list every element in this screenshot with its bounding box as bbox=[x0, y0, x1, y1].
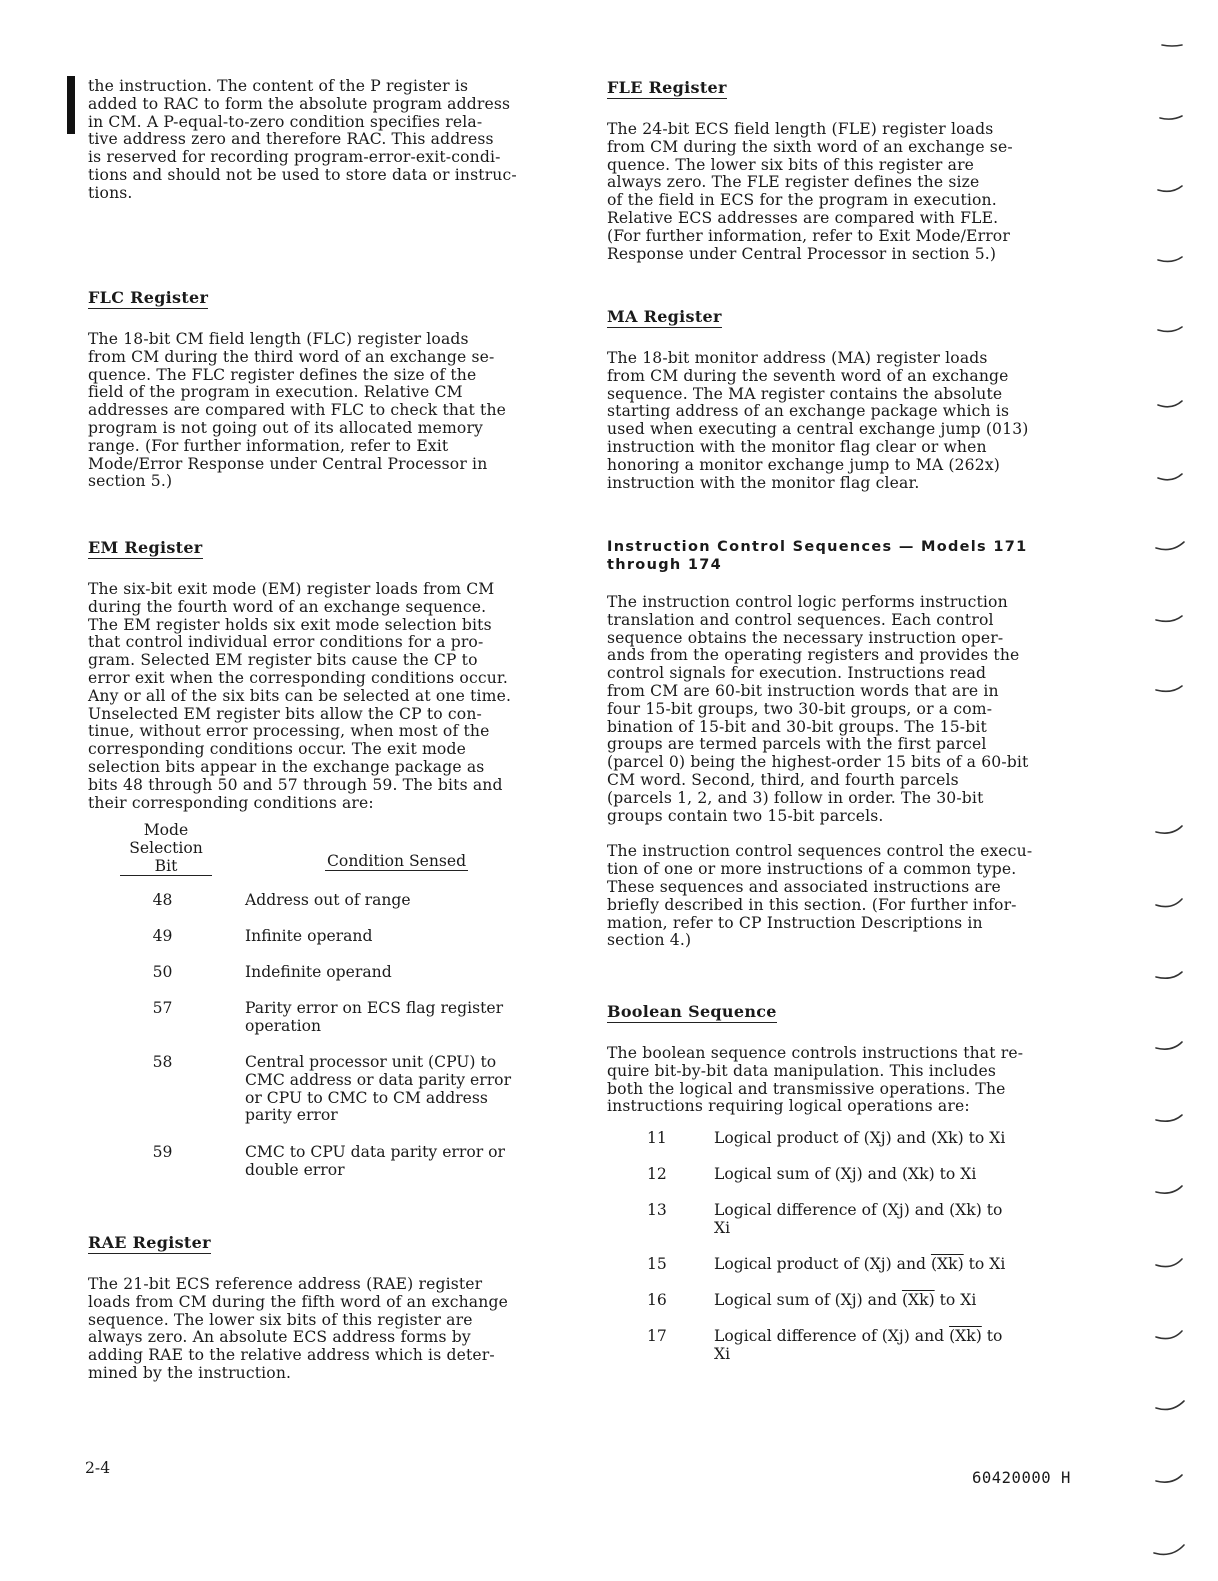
operand-complement: (Xk) bbox=[930, 1255, 964, 1273]
intro-paragraph: the instruction. The content of the P register is added to RAC to form the absolute program address in CM. A P-equal-to-zero condition specifies rela- tive address zero and therefore RAC. This address is reserved for recording program-error-exit-condi- tions and should not be used to store data or instruc- tions. bbox=[88, 77, 517, 202]
mode-bit: 50 bbox=[152, 963, 173, 981]
em-heading: EM Register bbox=[88, 538, 203, 557]
condition: Parity error on ECS flag register operation bbox=[245, 999, 504, 1035]
mode-table-header bbox=[120, 821, 570, 875]
instruction-description: Logical sum of (Xj) and (Xk) to Xi bbox=[714, 1291, 977, 1309]
mode-selection-table bbox=[120, 821, 570, 1179]
fle-section bbox=[607, 78, 1097, 263]
ics-heading: Instruction Control Sequences — Models 171 through 174 bbox=[607, 539, 1028, 573]
condition: Infinite operand bbox=[245, 927, 373, 945]
page-number: 2-4 bbox=[85, 1459, 111, 1477]
rae-section bbox=[88, 1233, 573, 1383]
condition: Central processor unit (CPU) to CMC address or data parity error or CPU to CMC to CM address parity error bbox=[245, 1053, 512, 1125]
mode-bit: 49 bbox=[152, 927, 173, 945]
condition: Indefinite operand bbox=[245, 963, 392, 981]
instruction-description: Logical difference of (Xj) and (Xk) to Xi bbox=[714, 1327, 1003, 1363]
operand-complement: (Xk) bbox=[949, 1327, 982, 1345]
flc-heading: FLC Register bbox=[88, 288, 209, 307]
ma-paragraph: The 18-bit monitor address (MA) register loads from CM during the seventh word of an exchange sequence. The MA register contains the absolute starting address of an exchange package which is used when executing a central exchange jump (013) instruction with the monitor flag clear or when honoring a monitor exchange jump to MA (262x) instruction with the monitor flag clear. bbox=[607, 349, 1029, 492]
instruction-description: Logical product of (Xj) and (Xk) to Xi bbox=[714, 1255, 1006, 1273]
rae-paragraph: The 21-bit ECS reference address (RAE) register loads from CM during the fifth word of an exchange sequence. The lower six bits of this register are always zero. An absolute ECS address forms by adding RAE to the relative address which is deter- mined by the instruction. bbox=[88, 1275, 508, 1382]
flc-paragraph: The 18-bit CM field length (FLC) register loads from CM during the third word of an exchange se- quence. The FLC register defines the size of the field of the program in execution. Relative CM addresses are compared with FLC to check that the program is not going out of its allocated memory range. (For further information, refer to Exit Mode/Error Response under Central Processor in section 5.) bbox=[88, 330, 507, 491]
operand-complement: (Xk) bbox=[901, 1291, 935, 1309]
mode-bit: 57 bbox=[152, 999, 173, 1017]
ma-heading: MA Register bbox=[607, 307, 722, 326]
instruction-code: 17 bbox=[647, 1327, 667, 1345]
condition: Address out of range bbox=[245, 891, 411, 909]
condition-header: Condition Sensed bbox=[327, 852, 467, 870]
instruction-code: 16 bbox=[647, 1291, 667, 1309]
boolean-heading: Boolean Sequence bbox=[607, 1002, 777, 1021]
boolean-paragraph: The boolean sequence controls instructions that re- quire bit-by-bit data manipulation. This includes both the logical and transmissive operations. The instructions requiring logical operations are: bbox=[607, 1044, 1024, 1116]
ma-section bbox=[607, 307, 1097, 492]
instruction-description: Logical product of (Xj) and (Xk) to Xi bbox=[714, 1129, 1006, 1147]
change-bar bbox=[67, 76, 75, 134]
em-paragraph: The six-bit exit mode (EM) register loads from CM during the fourth word of an exchange sequence. The EM register holds six exit mode selection bits that control individual error conditions for a pro- gram. Selected EM register bits cause the CP to error exit when the corresponding conditions occur. Any or all of the six bits can be selected at one time. Unselected EM register bits allow the CP to con- tinue, without error processing, when most of the corresponding conditions occur. The exit mode selection bits appear in the exchange package as bits 48 through 50 and 57 through 59. The bits and their corresponding conditions are: bbox=[88, 580, 512, 812]
fle-paragraph: The 24-bit ECS field length (FLE) register loads from CM during the sixth word of an exchange se- quence. The lower six bits of this register are always zero. The FLE register defines the size of the field in ECS for the program in execution. Relative ECS addresses are compared with FLE. (For further information, refer to Exit Mode/Error Response under Central Processor in section 5.) bbox=[607, 120, 1013, 263]
operand: (Xk) bbox=[949, 1201, 982, 1219]
mode-bit: 48 bbox=[152, 891, 173, 909]
document-number: 60420000 H bbox=[972, 1469, 1071, 1487]
instruction-code: 12 bbox=[647, 1165, 667, 1183]
instruction-description: Logical difference of (Xj) and (Xk) to Xi bbox=[714, 1201, 1003, 1237]
intro-section bbox=[88, 78, 573, 203]
binding-edge-marks bbox=[1150, 0, 1210, 1581]
ics-paragraph-1: The instruction control logic performs instruction translation and control sequences. Each control sequence obtains the necessary instruction oper- ands from the operating registers and provides the control signals for execution. Instructions read from CM are 60-bit instruction words that are in four 15-bit groups, two 30-bit groups, or a com- bination of 15-bit and 30-bit groups. The 15-bit groups are termed parcels with the first parcel (parcel 0) being the highest-order 15 bits of a 60-bit CM word. Second, third, and fourth parcels (parcels 1, 2, and 3) follow in order. The 30-bit groups contain two 15-bit parcels. bbox=[607, 593, 1029, 825]
em-section bbox=[88, 538, 573, 812]
instruction-description: Logical sum of (Xj) and (Xk) to Xi bbox=[714, 1165, 977, 1183]
boolean-section bbox=[607, 1002, 1097, 1116]
mode-bit-header: Mode Selection Bit bbox=[120, 822, 212, 876]
instruction-code: 11 bbox=[647, 1129, 667, 1147]
mode-bit: 58 bbox=[152, 1053, 173, 1071]
rae-heading: RAE Register bbox=[88, 1233, 211, 1252]
condition: CMC to CPU data parity error or double error bbox=[245, 1143, 505, 1179]
operand: (Xk) bbox=[901, 1165, 935, 1183]
fle-heading: FLE Register bbox=[607, 78, 727, 97]
operand: (Xk) bbox=[930, 1129, 964, 1147]
instruction-code: 13 bbox=[647, 1201, 667, 1219]
instruction-code: 15 bbox=[647, 1255, 667, 1273]
ics-section bbox=[607, 539, 1097, 950]
mode-bit: 59 bbox=[152, 1143, 173, 1161]
ics-paragraph-2: The instruction control sequences control the execu- tion of one or more instructions of a common type. These sequences and associated instructions are briefly described in this section. (For further infor- mation, refer to CP Instruction Descriptions in section 4.) bbox=[607, 842, 1033, 950]
flc-section bbox=[88, 288, 573, 491]
